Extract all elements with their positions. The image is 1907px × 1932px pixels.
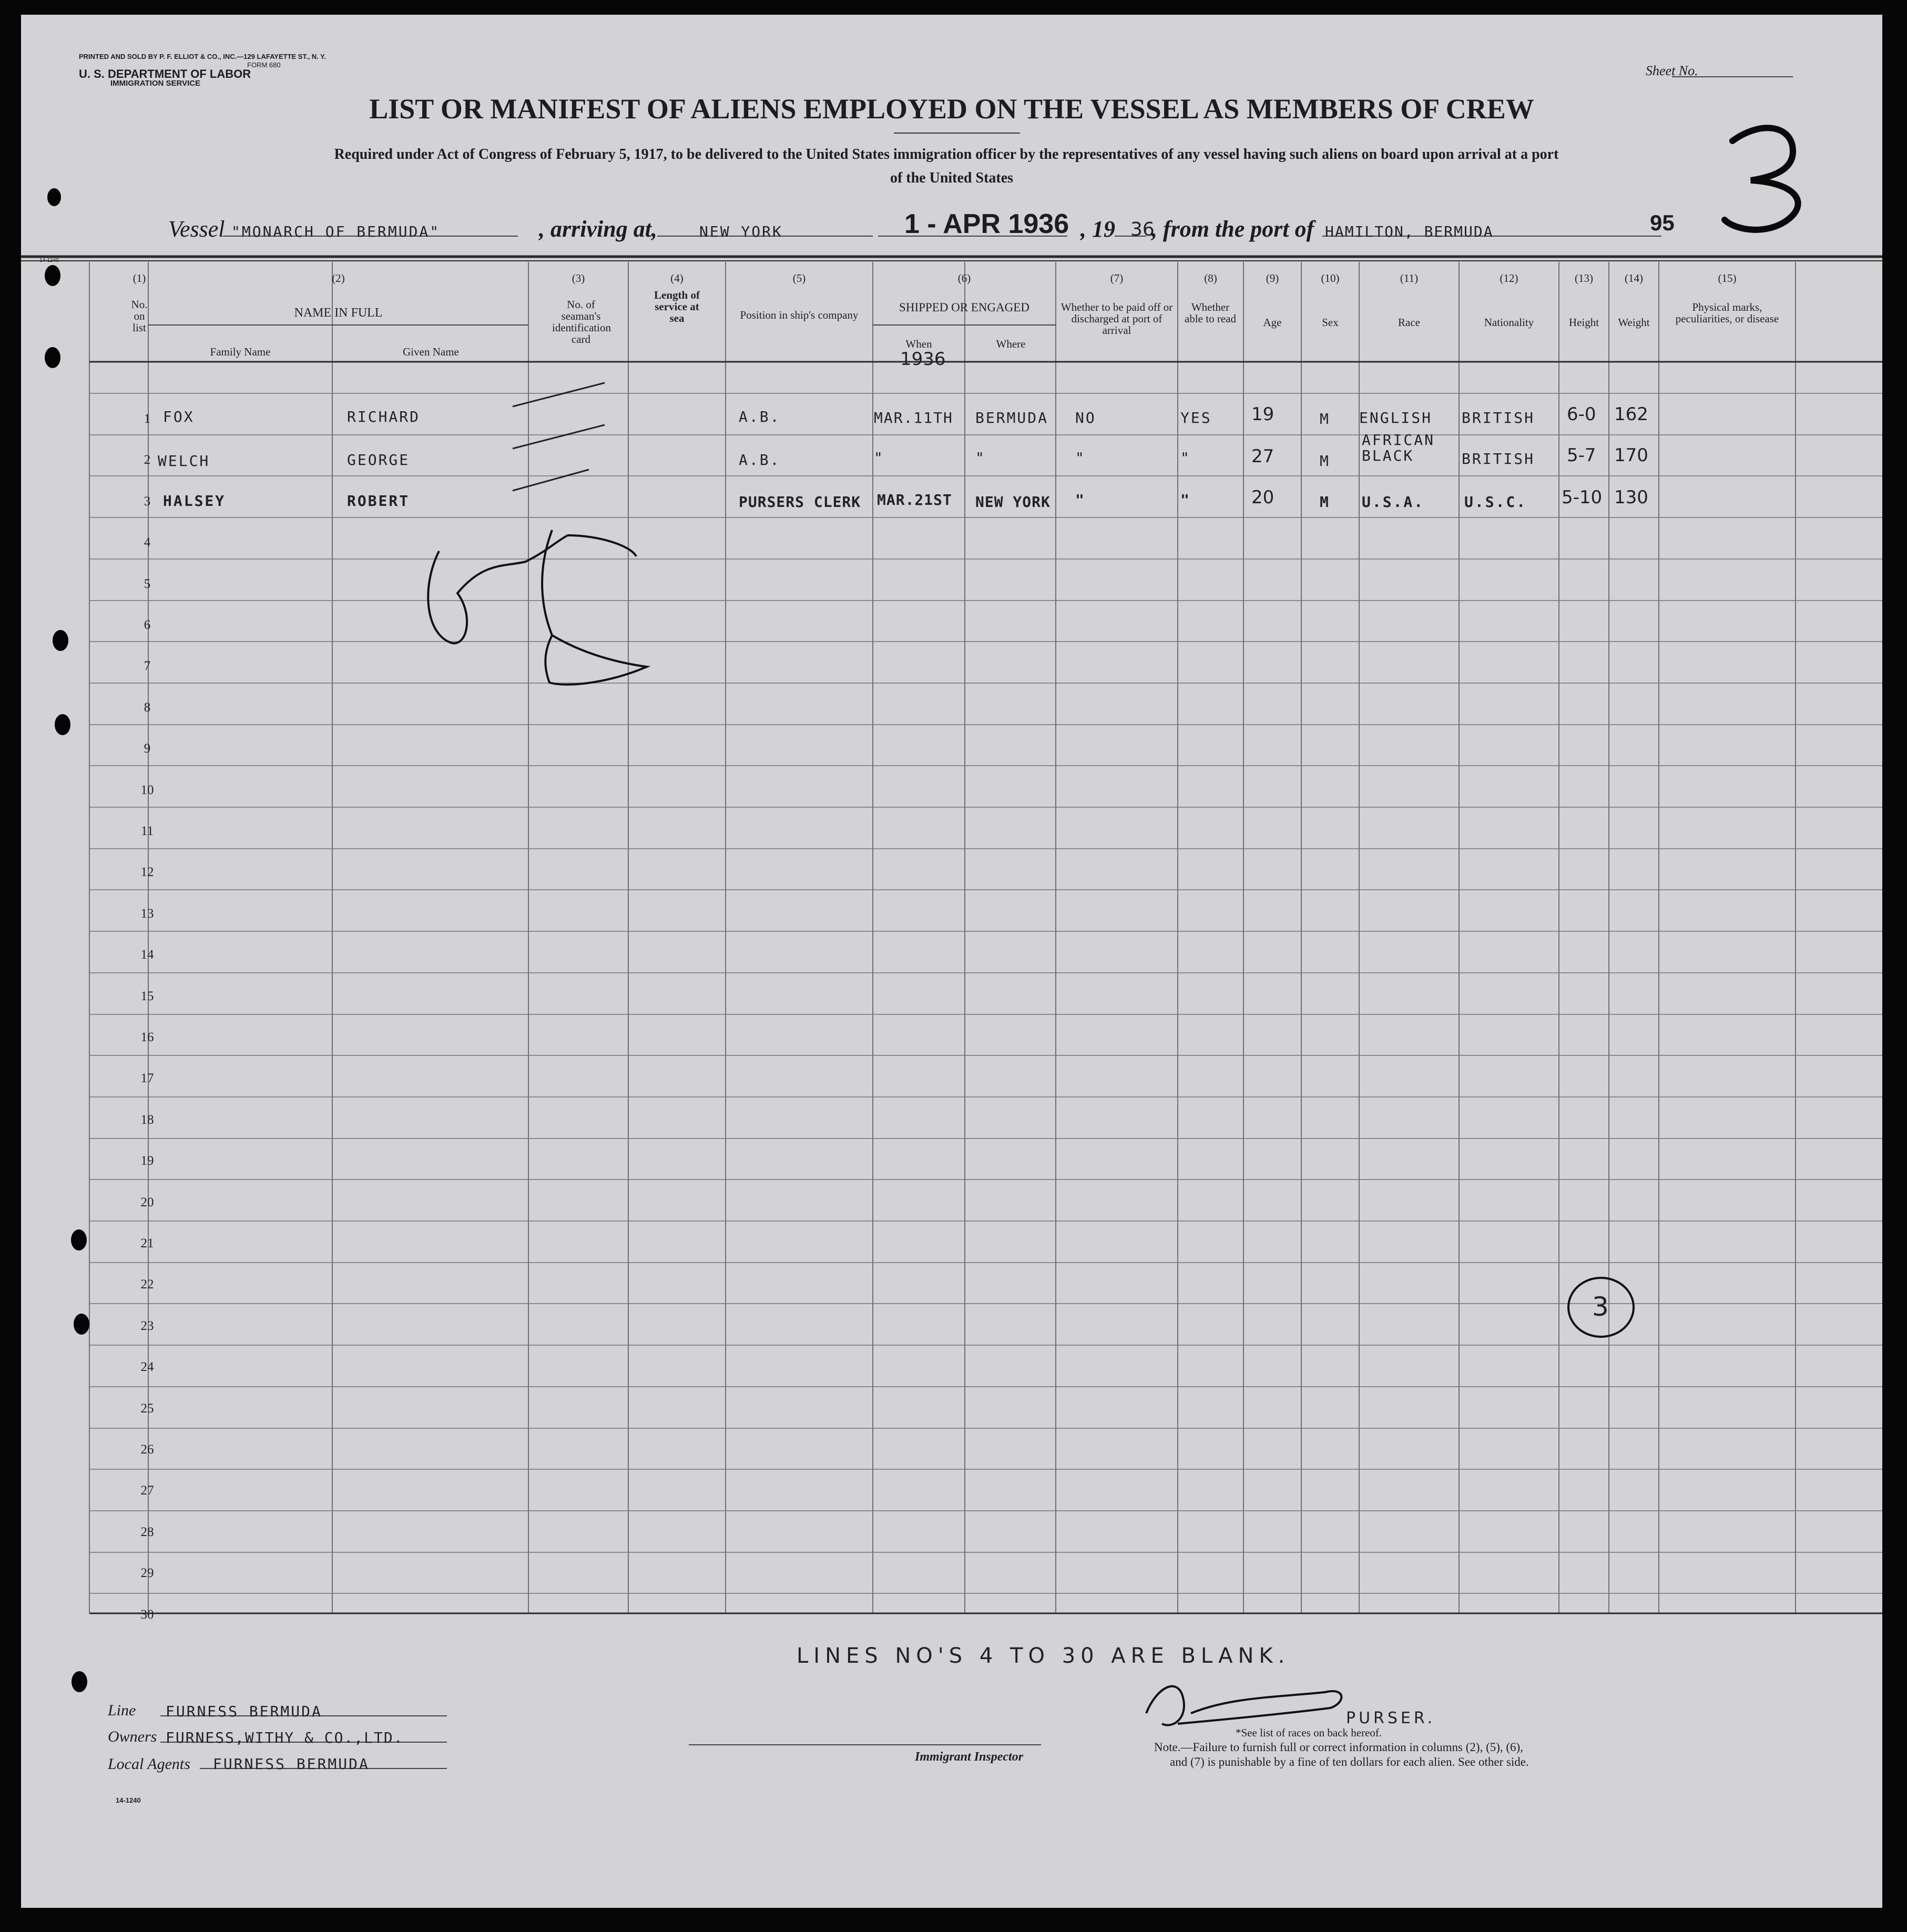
arriving-label: , arriving at, xyxy=(539,216,657,242)
note-line2: and (7) is punishable by a fine of ten dollars for each alien. See other side. xyxy=(1170,1755,1529,1768)
sex: M xyxy=(1320,410,1330,428)
owners-label: Owners xyxy=(108,1728,157,1745)
race: ENGLISH xyxy=(1359,409,1433,426)
sex: M xyxy=(1320,452,1330,470)
from-port: HAMILTON, BERMUDA xyxy=(1325,223,1494,240)
department: U. S. DEPARTMENT OF LABOR xyxy=(79,67,251,80)
row-number: 10 xyxy=(140,783,154,797)
form-number: FORM 680 xyxy=(247,61,281,69)
col14-num: (14) xyxy=(1625,272,1643,284)
row-number: 3 xyxy=(144,494,151,509)
row-number: 20 xyxy=(140,1195,154,1209)
nationality: BRITISH xyxy=(1462,450,1535,467)
binder-hole xyxy=(45,347,60,368)
shipped-where: NEW YORK xyxy=(975,493,1051,511)
stamp-number: 95 xyxy=(1650,210,1675,235)
nationality: U.S.C. xyxy=(1464,493,1527,511)
age: 20 xyxy=(1251,487,1274,508)
circled-number: 3 xyxy=(1592,1292,1609,1322)
row-number: 1 xyxy=(144,412,151,426)
row-number: 21 xyxy=(140,1236,154,1250)
col8-num: (8) xyxy=(1204,272,1217,284)
row-number: 6 xyxy=(144,618,151,632)
binder-hole xyxy=(55,714,70,735)
purser-title: PURSER. xyxy=(1346,1709,1436,1727)
age: 19 xyxy=(1251,404,1274,425)
row-number: 23 xyxy=(140,1319,154,1333)
row-number: 14 xyxy=(140,948,154,962)
agents-label: Local Agents xyxy=(108,1755,190,1773)
col7-label: Whether to be paid off or discharged at port of arrival xyxy=(1060,301,1173,337)
col2-family: Family Name xyxy=(210,345,271,358)
note-line1: Note.—Failure to furnish full or correct information in columns (2), (5), (6), xyxy=(1154,1741,1523,1754)
year-prefix: , 19 xyxy=(1080,216,1115,242)
paid-off: " xyxy=(1075,449,1086,466)
row-number: 16 xyxy=(140,1030,154,1044)
col8-label: Whether able to read xyxy=(1185,301,1236,326)
col11-label: Race xyxy=(1398,316,1420,329)
weight: 170 xyxy=(1614,445,1648,466)
row-number: 4 xyxy=(144,535,151,550)
col9-num: (9) xyxy=(1266,272,1279,284)
col6-num: (6) xyxy=(957,272,971,284)
col15-label: Physical marks, peculiarities, or disease xyxy=(1675,301,1779,326)
paid-off: " xyxy=(1075,491,1086,509)
col4-num: (4) xyxy=(670,272,684,284)
col6-when-hand: 1936 xyxy=(900,349,946,370)
row-number: 18 xyxy=(140,1113,154,1127)
shipped-where: " xyxy=(975,449,986,466)
binder-hole xyxy=(53,630,68,651)
row-number: 2 xyxy=(144,453,151,467)
col12-num: (12) xyxy=(1500,272,1518,284)
page-title: LIST OR MANIFEST OF ALIENS EMPLOYED ON THE VESSEL AS MEMBERS OF CREW xyxy=(369,93,1534,125)
col2-label: NAME IN FULL xyxy=(294,306,383,320)
shipped-where: BERMUDA xyxy=(975,409,1049,426)
binder-hole xyxy=(72,1671,87,1692)
binder-hole xyxy=(71,1229,87,1250)
vessel-name: "MONARCH OF BERMUDA" xyxy=(231,223,441,240)
position: A.B. xyxy=(739,451,781,469)
able-to-read: " xyxy=(1180,449,1191,466)
vessel-label: Vessel xyxy=(168,216,225,242)
weight: 162 xyxy=(1614,404,1648,425)
race: U.S.A. xyxy=(1362,493,1425,511)
col5-num: (5) xyxy=(792,272,806,284)
col10-num: (10) xyxy=(1321,272,1340,284)
row-number: 19 xyxy=(140,1154,154,1168)
binder-hole xyxy=(47,188,61,206)
date-stamp: 1 - APR 1936 xyxy=(904,209,1069,239)
row-number: 29 xyxy=(140,1566,154,1580)
nationality: BRITISH xyxy=(1462,409,1535,426)
races-note: *See list of races on back hereof. xyxy=(1236,1726,1382,1739)
col4-label: Length of service at sea xyxy=(654,289,700,325)
row-number: 12 xyxy=(140,865,154,879)
position: PURSERS CLERK xyxy=(739,493,861,511)
shipped-when: MAR.21ST xyxy=(877,491,952,509)
row-number: 24 xyxy=(140,1360,154,1374)
subtitle-line2: of the United States xyxy=(890,170,1014,186)
form-code: 14-1240 xyxy=(116,1796,141,1804)
col11-num: (11) xyxy=(1400,272,1419,284)
col3-num: (3) xyxy=(572,272,585,284)
service: IMMIGRATION SERVICE xyxy=(110,79,201,88)
sheet-number: 3 xyxy=(1809,36,1811,42)
line-value: FURNESS BERMUDA xyxy=(166,1703,322,1720)
family-name: FOX xyxy=(163,408,195,425)
col2-given: Given Name xyxy=(403,345,459,358)
race: AFRICAN xyxy=(1362,431,1435,449)
weight: 130 xyxy=(1614,487,1648,508)
shipped-when: " xyxy=(874,449,884,466)
arriving-port: NEW YORK xyxy=(699,223,783,240)
col2-num: (2) xyxy=(332,272,345,284)
owners-value: FURNESS,WITHY & CO.,LTD. xyxy=(166,1729,404,1746)
given-name: ROBERT xyxy=(347,492,410,510)
row-number: 5 xyxy=(144,577,151,591)
col5-label: Position in ship's company xyxy=(740,309,859,321)
row-number: 11 xyxy=(140,824,154,838)
col6-when: When xyxy=(905,338,932,350)
subtitle-line1: Required under Act of Congress of February 5, 1917, to be delivered to the United States immigration officer by the representatives of any vessel having such aliens on board upon arrival at a port xyxy=(334,146,1559,162)
col7-num: (7) xyxy=(1110,272,1124,284)
able-to-read: YES xyxy=(1180,409,1212,426)
able-to-read: " xyxy=(1180,491,1191,509)
col10-label: Sex xyxy=(1322,316,1339,329)
col3-label: No. of seaman's identification card xyxy=(552,298,611,346)
manifest-sheet xyxy=(21,15,1882,1908)
printer-line: PRINTED AND SOLD BY P. F. ELLIOT & CO., INC.—129 LAFAYETTE ST., N. Y. xyxy=(79,53,327,60)
row-number: 7 xyxy=(144,659,151,673)
height: 6-0 xyxy=(1567,404,1596,425)
ruled-grid xyxy=(21,15,1882,1908)
agents-value: FURNESS BERMUDA xyxy=(213,1755,370,1773)
sheet-label: Sheet No. xyxy=(1646,63,1698,78)
col12-label: Nationality xyxy=(1484,316,1534,329)
paid-off: NO xyxy=(1075,409,1096,426)
age: 27 xyxy=(1251,446,1274,467)
given-name: GEORGE xyxy=(347,451,410,469)
year-suffix: 36 xyxy=(1130,219,1155,240)
inspector-signature-scribble xyxy=(436,530,647,688)
height: 5-7 xyxy=(1567,445,1596,466)
col15-num: (15) xyxy=(1718,272,1737,284)
from-label: , from the port of xyxy=(1151,216,1314,242)
row-number: 28 xyxy=(140,1525,154,1539)
position: A.B. xyxy=(739,408,781,425)
blank-lines-note: LINES NO'S 4 TO 30 ARE BLANK. xyxy=(797,1644,1290,1668)
row-number: 13 xyxy=(140,907,154,921)
row-number: 25 xyxy=(140,1401,154,1416)
sex: M xyxy=(1320,493,1330,511)
height: 5-10 xyxy=(1562,487,1603,508)
col13-num: (13) xyxy=(1575,272,1593,284)
col6-label: SHIPPED OR ENGAGED xyxy=(899,301,1029,314)
form-code-top: 14-1240 xyxy=(39,258,59,263)
given-name: RICHARD xyxy=(347,408,421,425)
row-number: 27 xyxy=(140,1483,154,1498)
col9-label: Age xyxy=(1263,316,1282,329)
row-number: 30 xyxy=(140,1608,154,1622)
col13-label: Height xyxy=(1568,316,1599,329)
family-name: HALSEY xyxy=(163,492,226,510)
binder-hole xyxy=(45,265,60,286)
family-name: WELCH xyxy=(158,452,210,470)
inspector-label: Immigrant Inspector xyxy=(915,1750,1024,1764)
row-number: 17 xyxy=(140,1071,154,1085)
line-label: Line xyxy=(108,1702,136,1719)
row-number: 26 xyxy=(140,1442,154,1457)
col1-label-text: No. on list xyxy=(131,298,148,334)
row-number: 15 xyxy=(140,989,154,1003)
row-number: 8 xyxy=(144,700,151,715)
binder-hole xyxy=(74,1314,89,1335)
race-line2: BLACK xyxy=(1362,447,1414,464)
row-number: 9 xyxy=(144,741,151,756)
col6-where: Where xyxy=(996,338,1026,350)
col14-label: Weight xyxy=(1618,316,1650,329)
col1-num: (1) xyxy=(132,272,146,284)
shipped-when: MAR.11TH xyxy=(874,409,953,426)
row-number: 22 xyxy=(140,1277,154,1292)
